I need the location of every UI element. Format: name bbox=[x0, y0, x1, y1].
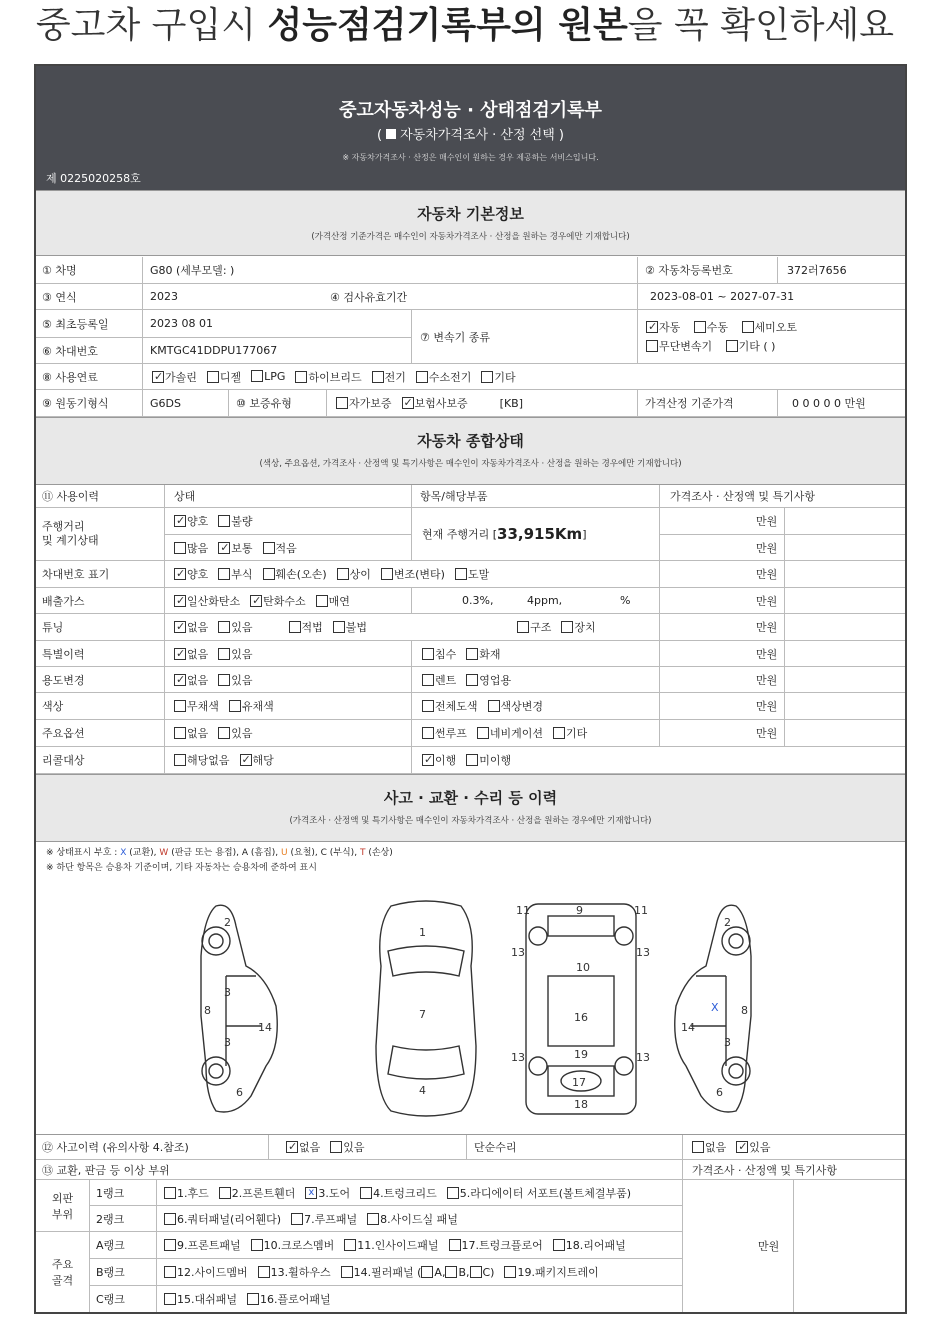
label: ① 차명 bbox=[42, 264, 77, 277]
rank-2 bbox=[90, 1206, 682, 1232]
simple-repair-options bbox=[686, 1135, 781, 1159]
option-manual[interactable]: 수동 bbox=[694, 321, 728, 334]
rank-items bbox=[158, 1286, 341, 1312]
row-special bbox=[36, 641, 905, 667]
section-title: 자동차 기본정보 bbox=[417, 205, 524, 223]
opt[interactable]: 미이행 bbox=[466, 752, 511, 768]
option-cvt[interactable]: 무단변속기 bbox=[646, 340, 712, 353]
subtitle-close: ) bbox=[558, 128, 564, 143]
part-label: 14 bbox=[258, 1021, 272, 1034]
label: ⑫ 사고이력 (유의사항 4.참조) bbox=[42, 1141, 189, 1154]
legend-line-1: ※ 상태표시 부호 : X (교환), W (판금 또는 용접), A (흠집), U (요철), C (부식), T (손상) bbox=[46, 848, 393, 858]
part-label: 18 bbox=[574, 1098, 588, 1111]
label: 특별이력 bbox=[42, 647, 85, 661]
part[interactable]: 19.패키지트레이 bbox=[504, 1264, 598, 1280]
opt[interactable]: ✓ 없음 bbox=[174, 619, 208, 635]
label: 가격산정 기준가격 bbox=[645, 397, 734, 410]
part[interactable]: 17.트렁크플로어 bbox=[449, 1237, 543, 1253]
unit: 만원 bbox=[756, 515, 778, 528]
opt[interactable]: ✓ 양호 bbox=[174, 566, 208, 582]
value: 2023 bbox=[150, 290, 178, 303]
banner-bold: 성능점검기록부의 원본 bbox=[267, 5, 628, 46]
pillar-c[interactable]: C) bbox=[470, 1266, 495, 1279]
label: 용도변경 bbox=[42, 673, 85, 687]
opt[interactable]: 있음 bbox=[218, 672, 252, 688]
opt[interactable]: ✓ 없음 bbox=[174, 646, 208, 662]
label: ⑦ 변속기 종류 bbox=[420, 330, 490, 344]
fuel-electric[interactable]: 전기 bbox=[372, 369, 406, 385]
part-label: 14 bbox=[681, 1021, 695, 1034]
opt[interactable]: 기타 bbox=[553, 725, 587, 741]
main-label: 주요 골격 bbox=[36, 1232, 90, 1312]
legend bbox=[46, 846, 393, 876]
label: 가격조사 · 산정액 및 특기사항 bbox=[692, 1163, 837, 1177]
label: 주행거리 및 계기상태 bbox=[42, 520, 99, 547]
car-left-rear-hub bbox=[209, 1064, 223, 1078]
tuning-options bbox=[168, 614, 606, 640]
option-auto[interactable]: ✓자동 bbox=[646, 321, 680, 334]
option-many[interactable]: 많음 bbox=[174, 540, 208, 556]
opt[interactable]: 구조 bbox=[517, 619, 551, 635]
row-fuel bbox=[36, 364, 905, 390]
row-tuning bbox=[36, 614, 905, 641]
car-right-front-hub bbox=[729, 934, 743, 948]
fuel-hybrid[interactable]: 하이브리드 bbox=[295, 369, 361, 385]
label: 배출가스 bbox=[42, 594, 85, 608]
car-right-rear-hub bbox=[729, 1064, 743, 1078]
part-label: 8 bbox=[741, 1004, 748, 1017]
label: ⑩ 보증유형 bbox=[236, 397, 292, 410]
car-frame-wheel-1 bbox=[529, 927, 547, 945]
rank-items bbox=[158, 1259, 609, 1285]
car-top-rear-window bbox=[388, 1046, 464, 1079]
option-normal[interactable]: ✓ 보통 bbox=[218, 540, 252, 556]
outer-label: 외판 부위 bbox=[36, 1180, 90, 1232]
part[interactable]: 14.필러패널 ( bbox=[341, 1264, 422, 1280]
part[interactable]: 13.휠하우스 bbox=[258, 1264, 331, 1280]
car-right-door-lines bbox=[691, 976, 726, 1066]
rank-items bbox=[158, 1206, 468, 1231]
label: 차대번호 표기 bbox=[42, 568, 110, 581]
special-state bbox=[168, 641, 263, 666]
opt[interactable]: ✓ 해당 bbox=[240, 752, 274, 768]
warranty-self[interactable]: 자가보증 bbox=[336, 395, 392, 411]
vin-mark-options bbox=[168, 561, 499, 587]
col-header: ⑪ 사용이력 bbox=[42, 490, 100, 503]
value: 2023 08 01 bbox=[150, 317, 213, 330]
row-mileage bbox=[36, 508, 905, 561]
part-label: 19 bbox=[574, 1048, 588, 1061]
warranty-insurance[interactable]: ✓ 보험사보증 bbox=[402, 395, 468, 411]
legend-line-2: ※ 하단 항목은 승용차 기준이며, 기타 자동차는 승용차에 준하여 표시 bbox=[46, 863, 317, 873]
opt[interactable]: 렌트 bbox=[422, 672, 456, 688]
value: G6DS bbox=[150, 396, 181, 410]
rank-label: 1랭크 bbox=[96, 1186, 125, 1200]
part-label: 3 bbox=[224, 986, 231, 999]
opt[interactable]: 부식 bbox=[218, 566, 252, 582]
special-item bbox=[416, 641, 511, 666]
part-label: 11 bbox=[634, 904, 648, 917]
car-top-windshield bbox=[388, 946, 464, 976]
section-title: 사고 · 교환 · 수리 등 이력 bbox=[383, 789, 558, 807]
opt[interactable]: 썬루프 bbox=[422, 725, 467, 741]
section-subtitle: (색상, 주요옵션, 가격조사 · 산정액 및 특기사항은 매수인이 자동차가격조사 · 산정을 원하는 경우에만 기재합니다) bbox=[259, 459, 682, 469]
banner bbox=[0, 0, 930, 58]
label: ④ 검사유효기간 bbox=[330, 290, 408, 304]
diagram-exchange-mark: X bbox=[711, 1001, 719, 1014]
fuel-options bbox=[146, 364, 526, 389]
part-label: 13 bbox=[511, 1051, 525, 1064]
part-label: 3 bbox=[224, 1036, 231, 1049]
section-status bbox=[36, 417, 905, 485]
option-state bbox=[168, 720, 263, 746]
banner-pre: 중고차 구입시 bbox=[35, 5, 268, 46]
value: 372러7656 bbox=[787, 264, 847, 277]
unit: 만원 bbox=[756, 594, 778, 608]
part-label: 16 bbox=[574, 1011, 588, 1024]
part-label: 1 bbox=[419, 926, 426, 939]
opt[interactable]: ✓ 없음 bbox=[174, 672, 208, 688]
rank-b bbox=[90, 1259, 682, 1286]
document-subtitle bbox=[36, 124, 905, 143]
value: 0 0 0 0 0 만원 bbox=[792, 397, 866, 410]
rank-label: C랭크 bbox=[96, 1293, 125, 1306]
color-item bbox=[416, 693, 553, 719]
car-left-front-wheel bbox=[202, 927, 230, 955]
part[interactable]: 7.루프패널 bbox=[291, 1211, 357, 1227]
rank-1 bbox=[90, 1180, 682, 1206]
pillar-a[interactable]: A, bbox=[421, 1266, 445, 1279]
opt[interactable]: 색상변경 bbox=[488, 698, 544, 714]
mileage-state-1 bbox=[168, 508, 263, 534]
label: ⑥ 차대번호 bbox=[42, 344, 98, 358]
car-left-door-lines bbox=[226, 976, 261, 1066]
fuel-lpg[interactable]: LPG bbox=[251, 370, 285, 383]
col-header: 상태 bbox=[174, 490, 196, 503]
mileage-state-2 bbox=[168, 535, 307, 561]
rank-a bbox=[90, 1232, 682, 1259]
row-accident-history bbox=[36, 1134, 905, 1160]
purpose-item bbox=[416, 667, 521, 692]
part[interactable]: 12.사이드멤버 bbox=[164, 1264, 248, 1280]
subtitle-text: 자동차가격조사 · 산정 선택 bbox=[400, 128, 555, 143]
label: 주요옵션 bbox=[42, 727, 85, 740]
opt[interactable]: 유채색 bbox=[229, 698, 274, 714]
parts-table bbox=[36, 1180, 905, 1312]
mileage-value: 33,915Km bbox=[497, 525, 583, 543]
car-frame-front bbox=[548, 916, 614, 936]
warranty-extra: [KB] bbox=[499, 396, 523, 410]
value: G80 (세부모델: ) bbox=[150, 264, 235, 277]
opt[interactable]: 영업용 bbox=[466, 672, 511, 688]
part[interactable]: 15.대쉬패널 bbox=[164, 1291, 237, 1307]
subtitle-open: ( bbox=[377, 128, 383, 143]
part-fender[interactable]: 2.프론트휀더 bbox=[219, 1185, 296, 1201]
opt[interactable]: ✓ 없음 bbox=[286, 1139, 320, 1155]
col-header: 항목/해당부품 bbox=[420, 490, 488, 503]
opt[interactable]: 도말 bbox=[455, 566, 489, 582]
part[interactable]: 6.쿼터패널(리어휀다) bbox=[164, 1211, 281, 1227]
opt[interactable]: ✓ 이행 bbox=[422, 752, 456, 768]
label: 리콜대상 bbox=[42, 754, 85, 767]
part-label: 3 bbox=[724, 1036, 731, 1049]
opt[interactable]: ✓ 탄화수소 bbox=[250, 593, 306, 609]
part-label: 13 bbox=[636, 946, 650, 959]
part-label: 9 bbox=[576, 904, 583, 917]
recall-state bbox=[168, 747, 284, 773]
row-parts-header bbox=[36, 1160, 905, 1180]
part[interactable]: 8.사이드실 패널 bbox=[367, 1211, 458, 1227]
unit: 만원 bbox=[756, 647, 778, 661]
section-basic-info bbox=[36, 190, 905, 256]
value: 2023-08-01 ~ 2027-07-31 bbox=[650, 290, 795, 303]
opt[interactable]: 침수 bbox=[422, 646, 456, 662]
transmission-options bbox=[646, 318, 816, 356]
option-few[interactable]: 적음 bbox=[263, 540, 297, 556]
unit: 만원 bbox=[758, 1240, 780, 1253]
checkbox-filled-icon bbox=[386, 129, 396, 139]
emission-co: 0.3%, bbox=[462, 594, 494, 607]
fuel-gasoline[interactable]: ✓ 가솔린 bbox=[152, 369, 197, 385]
row-recall bbox=[36, 747, 905, 774]
part-trunk-lid[interactable]: 4.트렁크리드 bbox=[360, 1185, 437, 1201]
rank-label: B랭크 bbox=[96, 1266, 125, 1279]
unit: 만원 bbox=[756, 568, 778, 581]
document-title: 중고자동차성능 · 상태점검기록부 bbox=[339, 100, 602, 121]
part-label: 13 bbox=[636, 1051, 650, 1064]
fuel-diesel[interactable]: 디젤 bbox=[207, 369, 241, 385]
opt[interactable]: 해당없음 bbox=[174, 752, 230, 768]
car-frame-wheel-2 bbox=[615, 927, 633, 945]
banner-post: 을 꼭 확인하세요 bbox=[627, 5, 895, 46]
row-options bbox=[36, 720, 905, 747]
row-emission bbox=[36, 588, 905, 614]
rank-items bbox=[158, 1180, 641, 1205]
part[interactable]: 18.리어패널 bbox=[553, 1237, 626, 1253]
opt[interactable]: 훼손(오손) bbox=[263, 566, 327, 582]
part-label: 10 bbox=[576, 961, 590, 974]
opt[interactable]: 변조(변타) bbox=[381, 566, 445, 582]
opt[interactable]: ✓ 일산화탄소 bbox=[174, 593, 240, 609]
rank-c bbox=[90, 1286, 682, 1312]
emission-options bbox=[168, 588, 360, 613]
part-label: 13 bbox=[511, 946, 525, 959]
part[interactable]: 9.프론트패널 bbox=[164, 1237, 241, 1253]
label: ⑤ 최초등록일 bbox=[42, 317, 109, 331]
opt[interactable]: 있음 bbox=[218, 646, 252, 662]
opt[interactable]: 없음 bbox=[692, 1139, 726, 1155]
pillar-b[interactable]: B, bbox=[445, 1266, 469, 1279]
label: ② 자동차등록번호 bbox=[645, 264, 733, 277]
opt[interactable]: 장치 bbox=[561, 619, 595, 635]
car-frame-wheel-4 bbox=[615, 1057, 633, 1075]
car-left-front-hub bbox=[209, 934, 223, 948]
label: ③ 연식 bbox=[42, 290, 77, 304]
car-top-view bbox=[376, 901, 476, 1116]
car-frame-wheel-3 bbox=[529, 1057, 547, 1075]
emission-smoke: % bbox=[620, 594, 631, 607]
row-first-reg bbox=[36, 310, 905, 364]
document-header bbox=[36, 66, 905, 190]
option-bad[interactable]: 불량 bbox=[218, 513, 252, 529]
part[interactable]: 11.인사이드패널 bbox=[344, 1237, 438, 1253]
part-label: 4 bbox=[419, 1084, 426, 1097]
part-label: 6 bbox=[236, 1086, 243, 1099]
row-vin-mark bbox=[36, 561, 905, 588]
section-subtitle: (가격조사 · 산정액 및 특기사항은 매수인이 자동차가격조사 · 산정을 원하는 경우에만 기재합니다) bbox=[289, 816, 652, 826]
unit: 만원 bbox=[756, 727, 778, 740]
opt[interactable]: 있음 bbox=[330, 1139, 364, 1155]
opt[interactable]: 전체도색 bbox=[422, 698, 478, 714]
unit: 만원 bbox=[756, 542, 778, 555]
car-left-side bbox=[201, 905, 277, 1112]
status-column-header bbox=[36, 485, 905, 508]
value: KMTGC41DDPU177067 bbox=[150, 344, 278, 357]
inspection-document bbox=[34, 64, 907, 1314]
car-diagram bbox=[176, 896, 776, 1126]
opt[interactable]: 네비게이션 bbox=[477, 725, 543, 741]
fuel-other[interactable]: 기타 bbox=[481, 369, 515, 385]
option-good[interactable]: ✓양호 bbox=[174, 513, 208, 529]
option-item bbox=[416, 720, 597, 746]
label: 색상 bbox=[42, 700, 64, 713]
opt[interactable]: 적법 bbox=[289, 619, 323, 635]
row-purpose bbox=[36, 667, 905, 693]
purpose-state bbox=[168, 667, 263, 692]
part-label: 2 bbox=[724, 916, 731, 929]
opt[interactable]: 불법 bbox=[333, 619, 367, 635]
opt[interactable]: 상이 bbox=[337, 566, 371, 582]
recall-item bbox=[416, 747, 521, 773]
option-semi[interactable]: 세미오토 bbox=[742, 321, 798, 334]
car-right-front-wheel bbox=[722, 927, 750, 955]
option-other[interactable]: 기타 ( ) bbox=[726, 340, 776, 353]
unit: 만원 bbox=[756, 673, 778, 687]
opt[interactable]: 매연 bbox=[316, 593, 350, 609]
label: ⑬ 교환, 판금 등 이상 부위 bbox=[42, 1163, 170, 1177]
section-subtitle: (가격산정 기준가격은 매수인이 자동차가격조사 · 산정을 원하는 경우에만 기재합니다) bbox=[311, 232, 630, 242]
part-label: 2 bbox=[224, 916, 231, 929]
part-hood[interactable]: 1.후드 bbox=[164, 1185, 209, 1201]
document-number: 제 0225020258호 bbox=[46, 172, 141, 185]
part-radiator[interactable]: 5.라디에이터 서포트(볼트체결부품) bbox=[447, 1185, 631, 1201]
rank-items bbox=[158, 1232, 636, 1258]
unit: 만원 bbox=[756, 621, 778, 634]
part[interactable]: 16.플로어패널 bbox=[247, 1291, 331, 1307]
section-title: 자동차 종합상태 bbox=[417, 432, 524, 450]
part[interactable]: 10.크로스멤버 bbox=[251, 1237, 335, 1253]
part-door[interactable]: x 3.도어 bbox=[305, 1185, 350, 1201]
label: ⑧ 사용연료 bbox=[42, 370, 98, 384]
part-label: 11 bbox=[516, 904, 530, 917]
row-color bbox=[36, 693, 905, 720]
label: 튜닝 bbox=[42, 621, 64, 634]
opt[interactable]: 화재 bbox=[466, 646, 500, 662]
color-state bbox=[168, 693, 284, 719]
history-options bbox=[280, 1135, 375, 1159]
opt[interactable]: 있음 bbox=[218, 619, 252, 635]
unit: 만원 bbox=[756, 700, 778, 713]
col-header: 가격조사 · 산정액 및 특기사항 bbox=[670, 490, 815, 503]
rank-label: 2랭크 bbox=[96, 1212, 125, 1226]
part-label: 6 bbox=[716, 1086, 723, 1099]
opt[interactable]: ✓ 있음 bbox=[736, 1139, 770, 1155]
part-label: 8 bbox=[204, 1004, 211, 1017]
emission-hc: 4ppm, bbox=[527, 594, 563, 607]
fuel-hydrogen[interactable]: 수소전기 bbox=[416, 369, 472, 385]
part-label: 17 bbox=[572, 1076, 586, 1089]
opt[interactable]: 무채색 bbox=[174, 698, 219, 714]
warranty-options bbox=[330, 390, 523, 416]
label: 단순수리 bbox=[474, 1141, 517, 1154]
row-engine bbox=[36, 390, 905, 417]
part-label: 7 bbox=[419, 1008, 426, 1021]
row-year bbox=[36, 284, 905, 310]
mileage-value-cell: 현재 주행거리 [ 33,915Km ] bbox=[422, 525, 587, 543]
opt[interactable]: 없음 bbox=[174, 725, 208, 741]
label: ⑨ 원동기형식 bbox=[42, 397, 109, 410]
section-accident bbox=[36, 774, 905, 842]
opt[interactable]: 있음 bbox=[218, 725, 252, 741]
header-note: ※ 자동차가격조사 · 산정은 매수인이 원하는 경우 제공하는 서비스입니다. bbox=[342, 153, 599, 162]
row-car-name bbox=[36, 257, 905, 284]
rank-label: A랭크 bbox=[96, 1239, 125, 1252]
